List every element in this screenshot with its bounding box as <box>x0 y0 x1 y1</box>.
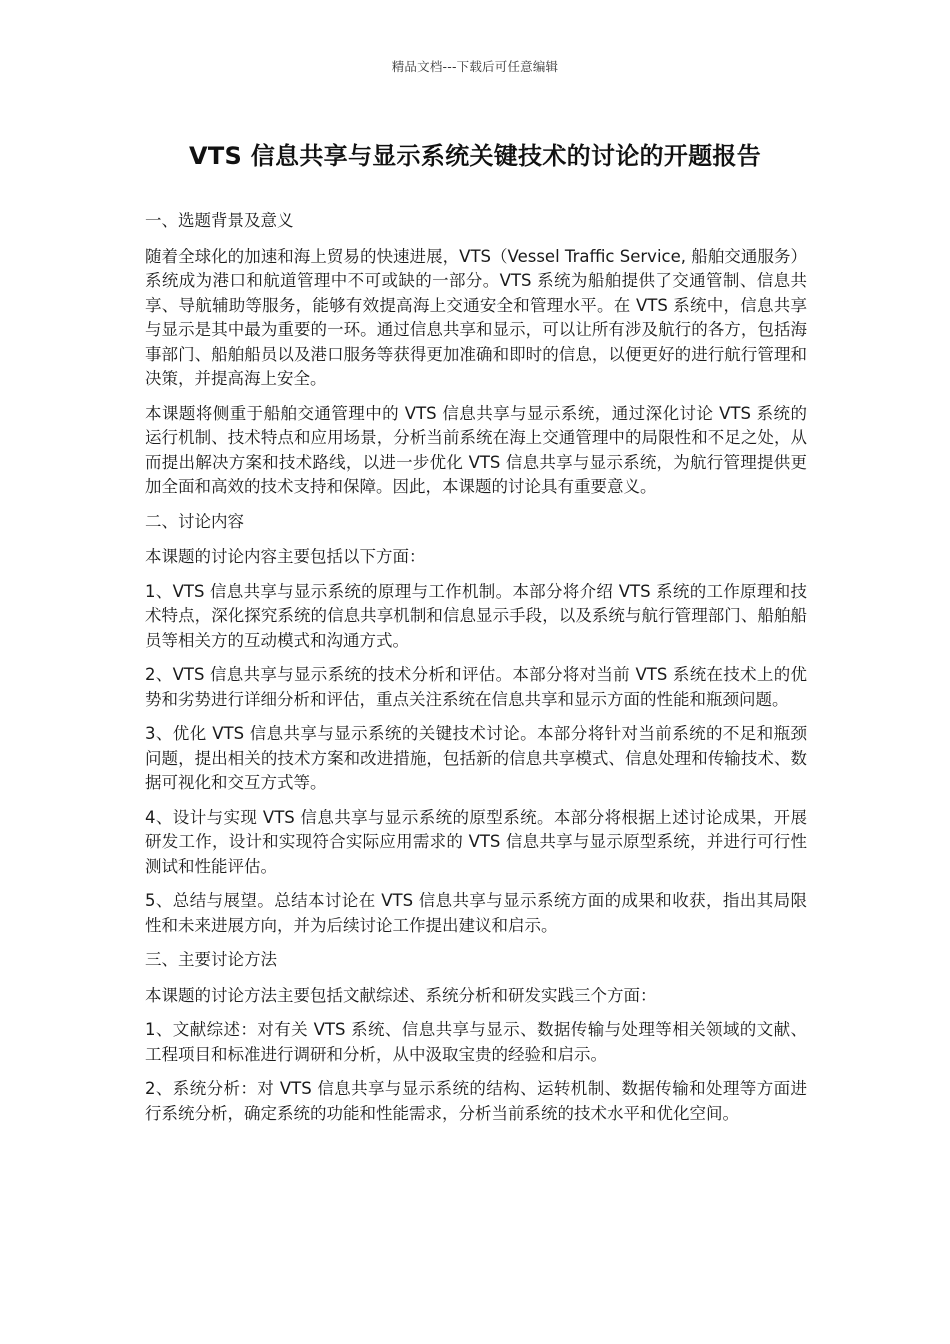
list-item-methods-2: 2、系统分析：对 VTS 信息共享与显示系统的结构、运转机制、数据传输和处理等方面进行系统分析，确定系统的功能和性能需求，分析当前系统的技术水平和优化空间。 <box>145 1079 807 1123</box>
page-header: 精品文档---下载后可任意编辑 <box>391 59 559 74</box>
document-title: VTS 信息共享与显示系统关键技术的讨论的开题报告 <box>188 142 762 170</box>
list-item-methods-1: 1、文献综述：对有关 VTS 系统、信息共享与显示、数据传输与处理等相关领域的文献、工程项目和标准进行调研和分析，从中汲取宝贵的经验和启示。 <box>145 1020 807 1064</box>
paragraph-content-intro: 本课题的讨论内容主要包括以下方面： <box>145 547 426 566</box>
list-item-content-3: 3、优化 VTS 信息共享与显示系统的关键技术讨论。本部分将针对当前系统的不足和瓶颈问题，提出相关的技术方案和改进措施，包括新的信息共享模式、信息处理和传输技术、数据可视化和交互方式等。 <box>145 724 807 792</box>
list-item-content-5: 5、总结与展望。总结本讨论在 VTS 信息共享与显示系统方面的成果和收获，指出其局限性和未来进展方向，并为后续讨论工作提出建议和启示。 <box>145 891 807 935</box>
paragraph-methods-intro: 本课题的讨论方法主要包括文献综述、系统分析和研发实践三个方面： <box>145 985 657 1005</box>
paragraph-background-2: 本课题将侧重于船舶交通管理中的 VTS 信息共享与显示系统，通过深化讨论 VTS 系统的运行机制、技术特点和应用场景，分析当前系统在海上交通管理中的局限性和不足之处，从而提出解决方案和技术路线，以进一步优化 VTS 信息共享与显示系统，为航行管理提供更加全面和高效的技术支持和保障。因此，本课题的讨论具有重要意义。 <box>145 403 807 496</box>
section-heading-content: 二、讨论内容 <box>145 511 244 531</box>
section-heading-methods: 三、主要讨论方法 <box>145 950 277 969</box>
list-item-content-2: 2、VTS 信息共享与显示系统的技术分析和评估。本部分将对当前 VTS 系统在技术上的优势和劣势进行详细分析和评估，重点关注系统在信息共享和显示方面的性能和瓶颈问题。 <box>145 665 807 709</box>
section-heading-background: 一、选题背景及意义 <box>145 211 294 230</box>
document-body <box>145 209 807 1136</box>
list-item-content-4: 4、设计与实现 VTS 信息共享与显示系统的原型系统。本部分将根据上述讨论成果，开展研发工作，设计和实现符合实际应用需求的 VTS 信息共享与显示原型系统，并进行可行性测试和性能评估。 <box>145 807 807 876</box>
list-item-content-1: 1、VTS 信息共享与显示系统的原理与工作机制。本部分将介绍 VTS 系统的工作原理和技术特点，深化探究系统的信息共享机制和信息显示手段，以及系统与航行管理部门、船舶船员等相关方的互动模式和沟通方式。 <box>145 581 807 650</box>
paragraph-background-1: 随着全球化的加速和海上贸易的快速进展，VTS（Vessel Traffic Service, 船舶交通服务）系统成为港口和航道管理中不可或缺的一部分。VTS 系统为船舶提供了交通管制、信息共享、导航辅助等服务，能够有效提高海上交通安全和管理水平。在 VTS 系统中，信息共享与显示是其中最为重要的一环。通过信息共享和显示，可以让所有涉及航行的各方，包括海事部门、船舶船员以及港口服务等获得更加准确和即时的信息，以便更好的进行航行管理和决策，并提高海上安全。 <box>145 246 807 388</box>
